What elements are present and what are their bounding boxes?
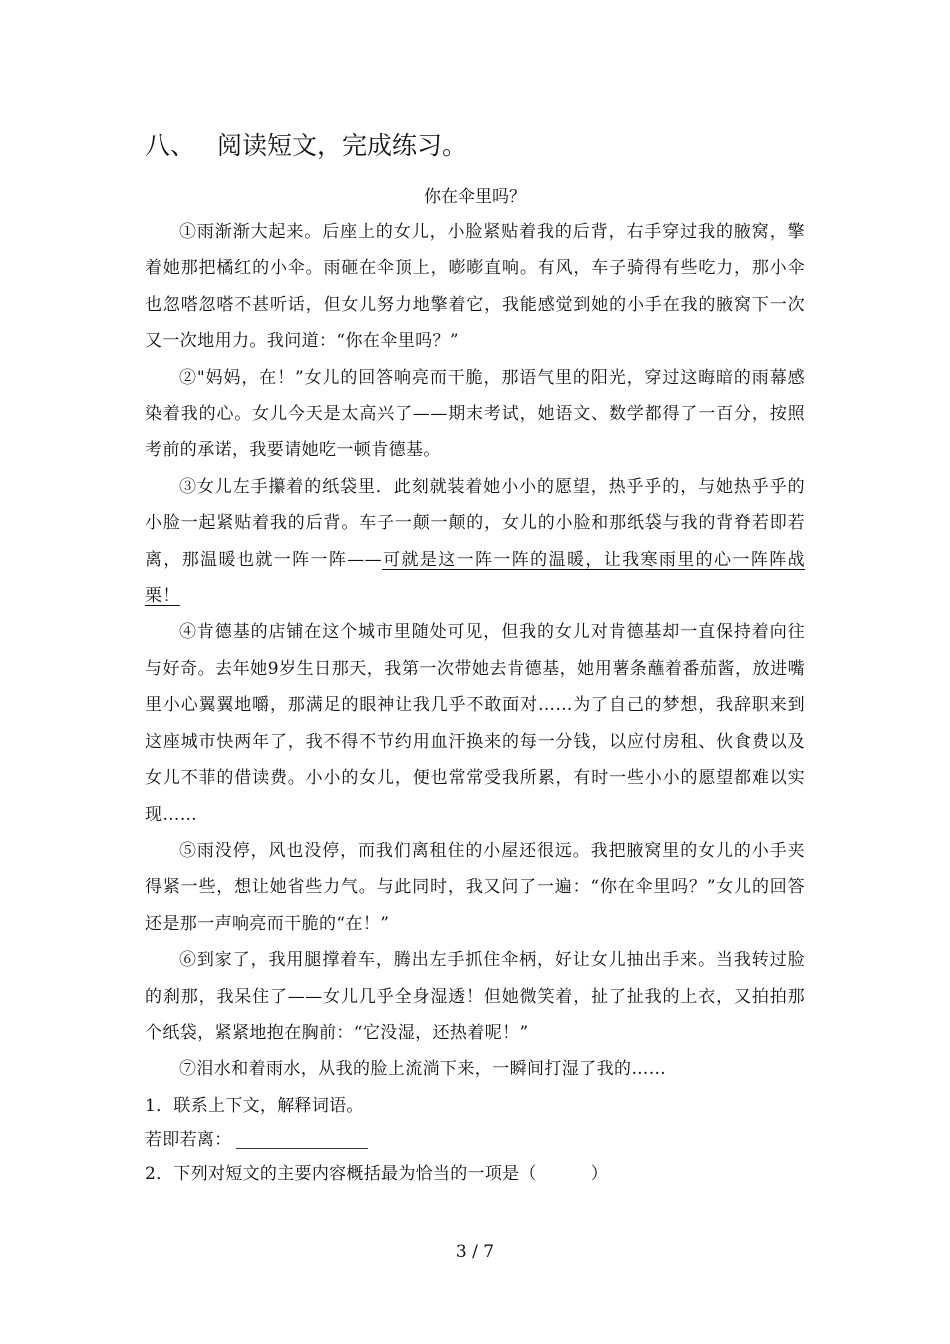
question-1: 1．联系上下文，解释词语。 [145, 1096, 364, 1116]
paragraph-2: ②"妈妈，在！”女儿的回答响亮而干脆，那语气里的阳光，穿过这晦暗的雨幕感染着我的心。女儿今天是太高兴了——期末考试，她语文、数学都得了一百分，按照考前的承诺，我要请她吃一顿肯德基。 [145, 367, 805, 461]
questions [145, 1089, 805, 1191]
section-heading [145, 128, 467, 164]
question-1-term: 若即若离： [145, 1130, 232, 1150]
page-number: 3 / 7 [455, 1242, 495, 1262]
section-title: 阅读短文，完成练习。 [217, 131, 468, 160]
document-page [145, 0, 805, 1344]
paragraph-1: ①雨渐渐大起来。后座上的女儿，小脸紧贴着我的后背，右手穿过我的腋窝，擎着她那把橘红的小伞。雨砸在伞顶上，嘭嘭直响。有风，车子骑得有些吃力，那小伞也忽嗒忽嗒不甚听话，但女儿努力地擎着它，我能感觉到她的小手在我的腋窝下一次又一次地用力。我问道：“你在伞里吗？” [145, 222, 805, 352]
underlined-sentence: 可就是这一阵一阵的温暖，让我寒雨里的心一阵阵战栗！ [145, 549, 806, 607]
paragraph-6: ⑥到家了，我用腿撑着车，腾出左手抓住伞柄，好让女儿抽出手来。当我转过脸的刹那，我呆住了——女儿几乎全身湿透！但她微笑着，扯了扯我的上衣，又拍拍那个纸袋，紧紧地抱在胸前：“它没湿，还热着呢！” [145, 950, 805, 1043]
paragraph-3 [145, 469, 805, 615]
paragraph-3-text: ③女儿左手攥着的纸袋里．此刻就装着她小小的愿望，热乎乎的，与她热乎乎的小脸一起紧贴着我的后背。车子一颠一颠的，女儿的小脸和那纸袋与我的背脊若即若离，那温暖也就一阵一阵—— [145, 476, 805, 570]
story-body [145, 214, 805, 1088]
story-title: 你在伞里吗？ [424, 187, 526, 207]
question-2-text: 2．下列对短文的主要内容概括最为恰当的一项是（ [145, 1164, 537, 1184]
question-2 [145, 1157, 805, 1191]
paragraph-7: ⑦泪水和着雨水，从我的脸上流淌下来，一瞬间打湿了我的…… [179, 1059, 667, 1080]
paragraph-5: ⑤雨没停，风也没停，而我们离租住的小屋还很远。我把腋窝里的女儿的小手夹得紧一些，想让她省些力气。与此同时，我又问了一遍：“你在伞里吗？”女儿的回答还是那一声响亮而干脆的“在！” [145, 840, 805, 934]
question-1-item [145, 1123, 805, 1157]
paragraph-4: ④肯德基的店铺在这个城市里随处可见，但我的女儿对肯德基却一直保持着向往与好奇。去年她9岁生日那天，我第一次带她去肯德基，她用薯条蘸着番茄酱，放进嘴里小心翼翼地嚼，那满足的眼神让我几乎不敢面对……为了自己的梦想，我辞职来到这座城市快两年了，我不得不节约用血汗换来的每一分钱，以应付房租、伙食费以及女儿不菲的借读费。小小的女儿，便也常常受我所累，有时一些小小的愿望都难以实现…… [145, 622, 805, 825]
answer-blank[interactable] [236, 1126, 368, 1149]
question-2-close: ） [590, 1164, 609, 1184]
section-number: 八、 [145, 131, 196, 160]
